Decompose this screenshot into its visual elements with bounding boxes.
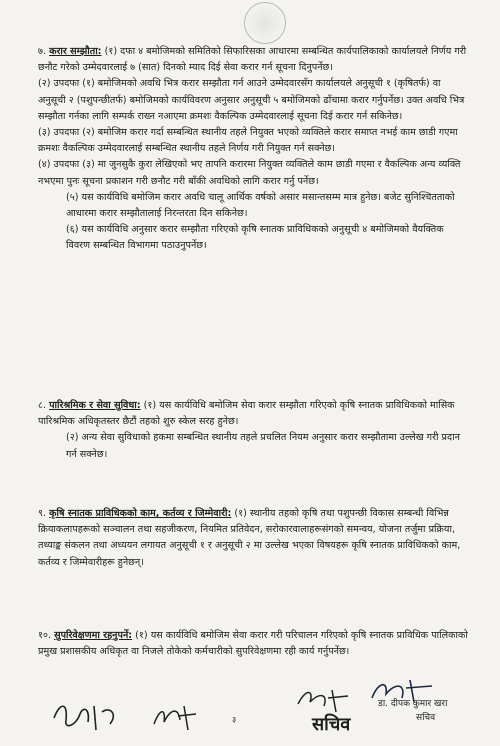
signer-name: डा. दीपक कुमार खरा: [378, 699, 448, 709]
section-7-para-4: (४) उपदफा (३) मा जुनसुकै कुरा लेखिएको भए तापनि करारमा नियुक्त व्यक्तिले काम छाडी गएमा र वैकल्पिक अन्य व्यक्ति नभएमा पुनः सूचना प्रकाशन गरी छनौट गरी बाँकी अवधिको लागि करार गर्नु पर्नेछ।: [38, 159, 461, 187]
section-7-para-5: (५) यस कार्यविधि बमोजिम करार अवधि चालू आर्थिक वर्षको असार मसान्तसम्म मात्र हुनेछ। बजेट सुनिश्चितताको आधारमा करार सम्झौतालाई निरन्तरता दिन सकिनेछ।: [66, 191, 455, 220]
page-number: ३: [232, 715, 237, 724]
section-title: सुपरिवेक्षणमा रहनुपर्ने:: [54, 630, 133, 641]
paragraph-text: (१) यस कार्यविधि बमोजिम सेवा करार सम्झौता गरिएको कृषि स्नातक प्राविधिकको मासिक पारिश्रमिक अधिकृतस्तर छैटौं तहको शुरु स्केल सरह हुनेछ।: [38, 400, 455, 428]
paragraph-text: (१) दफा ४ बमोजिमको समितिको सिफारिसका आधारमा सम्बन्धित कार्यपालिकाको कार्यालयले निर्णय गरी छनौट गरेको उम्मेदवारलाई ७ (सात) दिनको म्याद दिई सेवा करार गर्न सूचना दिनुपर्नेछ।: [38, 46, 467, 74]
stamp-secretary-word: सचिव: [312, 714, 351, 735]
section-8-para-2: (२) अन्य सेवा सुविधाको हकमा सम्बन्धित स्थानीय तहले प्रचलित नियम अनुसार करार सम्झौतामा उल्लेख गरी प्रदान गर्न सक्नेछ।: [66, 432, 460, 460]
section-number: ८.: [38, 400, 47, 411]
section-number: १०.: [38, 630, 52, 641]
section-7-para-2: (२) उपदफा (१) बमोजिमको अवधि भित्र करार सम्झौता गर्न आउने उम्मेदवारसँग कार्यालयले अनुसूची १ (कृषितर्फ) वा अनुसूची २ (पशुपन्छीतर्फ) बमोजिमको कार्यविवरण अनुसार अनुसूची ५ बमोजिमको ढाँचामा करार गर्नुपर्नेछ। उक्त अवधि भित्र सम्झौता गर्नका लागि सम्पर्क राख्न नआएमा क्रमशः वैकल्पिक उम्मेदवारलाई सूचना दिई करार गर्न सकिनेछ।: [38, 78, 465, 122]
section-10-para-1: [38, 628, 468, 660]
signature-2-icon: [150, 700, 200, 734]
section-number: ९.: [38, 508, 47, 519]
paragraph-text: (१) स्थानीय तहको कृषि तथा पशुपन्छी विकास सम्बन्धी विभिन्न क्रियाकलापहरूको सञ्चालन तथा सहजीकरण, नियमित प्रतिवेदन, सरोकारवालाहरूसंगको समन्वय, योजना तर्जुमा प्रक्रिया, तथ्याङ्क संकलन तथा अध्ययन लगायत अनुसूची १ र अनुसूची २ मा उल्लेख भएका विषयहरू कृषि स्नातक प्राविधिकको काम, कर्तव्य र जिम्मेवारीहरू हुनेछन्।: [38, 508, 461, 568]
section-7-para-3: (३) उपदफा (२) बमोजिम करार गर्दा सम्बन्धित स्थानीय तहले नियुक्त भएको व्यक्तिले करार समाप्त नभई काम छाडी गएमा क्रमशः वैकल्पिक उम्मेदवारलाई सम्बन्धित स्थानीय तहले निर्णय गरी नियुक्त गर्न सक्नेछ।: [38, 127, 458, 155]
signer-block: [378, 697, 447, 725]
section-title: कृषि स्नातक प्राविधिकको काम, कर्तव्य र जिम्मेवारी:: [49, 508, 232, 519]
section-title: पारिश्रमिक र सेवा सुविधा:: [49, 400, 141, 411]
section-7-para-1: [38, 44, 468, 76]
section-8: [38, 398, 468, 463]
section-9-para-1: [38, 506, 468, 571]
government-seal-icon: [244, 2, 286, 44]
signature-1-icon: [50, 696, 130, 736]
signer-title: सचिव: [416, 713, 436, 723]
section-7: [38, 44, 468, 255]
section-8-para-1: [38, 398, 468, 430]
section-number: ७.: [38, 46, 47, 57]
section-9: [38, 506, 468, 571]
paragraph-text: (१) यस कार्यविधि बमोजिम सेवा करार गरी परिचालन गरिएको कृषि स्नातक प्राविधिक पालिकाको प्रमुख प्रशासकीय अधिकृत वा निजले तोकेको कर्मचारीको सुपरिवेक्षणमा रही कार्य गर्नुपर्नेछ।: [38, 630, 468, 658]
section-title: करार सम्झौता:: [49, 46, 102, 57]
section-7-para-6: (६) यस कार्यविधि अनुसार करार सम्झौता गरिएको कृषि स्नातक प्राविधिकको अनुसूची ४ बमोजिमको वैयक्तिक विवरण सम्बन्धित विभागमा पठाउनुपर्नेछ।: [66, 224, 444, 252]
section-10: [38, 628, 468, 660]
